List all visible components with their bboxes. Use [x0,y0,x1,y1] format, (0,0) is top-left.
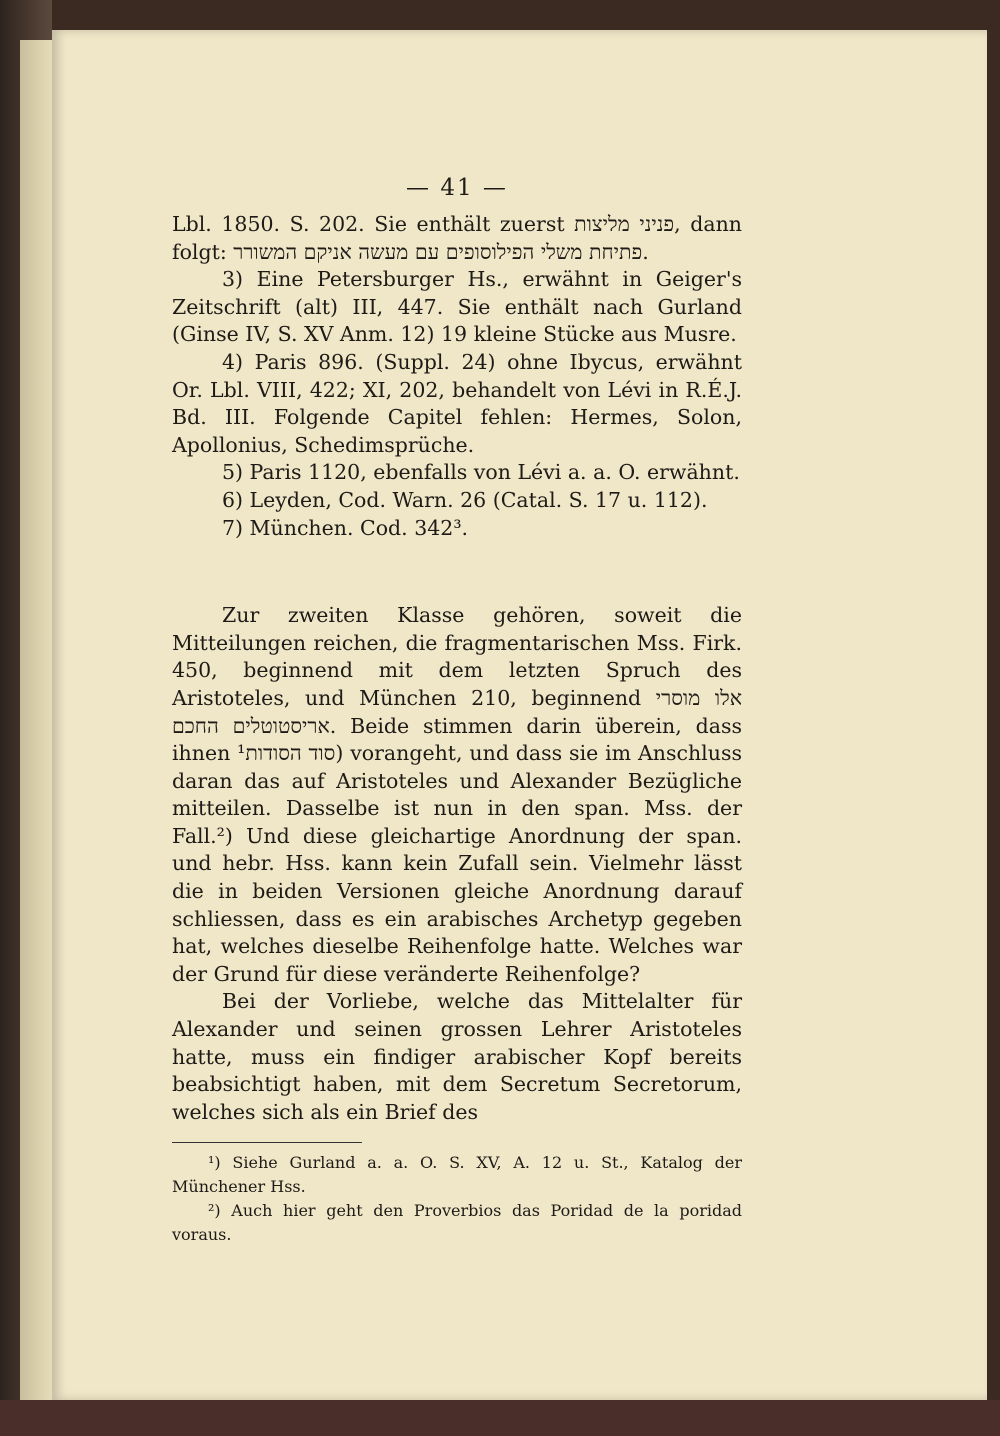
paragraph-continued: Lbl. 1850. S. 202. Sie enthält zuerst פניני מליצות, dann folgt: פתיחת משלי הפילוסופים עם מעשה אניקם המשורר. [172,212,742,264]
section-gap [172,542,742,602]
footnote-separator [172,1142,362,1143]
list-item-5: 5) Paris 1120, ebenfalls von Lévi a. a. O. erwähnt. [222,460,740,485]
page-content [172,175,742,1247]
paragraph-second-class: Zur zweiten Klasse gehören, soweit die Mitteilungen reichen, die fragmentarischen Mss. Firk. 450, beginnend mit dem letzten Spruch des Aristoteles, und München 210, beginnend אלו מוסרי אריסטוטלים החכם. Beide stimmen darin überein, dass ihnen סוד הסודות¹) vorangeht, und dass sie im Anschluss daran das auf Aristoteles und Alexander Bezügliche mitteilen. Dasselbe ist nun in den span. Mss. der Fall.²) Und diese gleichartige Anordnung der span. und hebr. Hss. kann kein Zufall sein. Vielmehr lässt die in beiden Versionen gleiche Anordnung darauf schliessen, dass es ein arabisches Archetyp gegeben hat, welches dieselbe Reihenfolge hatte. Welches war der Grund für diese veränderte Reihenfolge? [172,603,743,986]
list-item-6: 6) Leyden, Cod. Warn. 26 (Catal. S. 17 u. 112). [222,487,708,512]
book-cover-bottom [0,1400,1000,1436]
list-item-7: 7) München. Cod. 342³. [222,515,469,540]
paragraph-alexander: Bei der Vorliebe, welche das Mittelalter für Alexander und seinen grossen Lehrer Aristoteles hatte, muss ein findiger arabischer Kopf bereits beabsichtigt haben, mit dem Secretum Secretorum, welches sich als ein Brief des [172,989,742,1124]
footnotes [172,1151,742,1247]
previous-page-edge [20,40,52,1400]
footnote-2: ²) Auch hier geht den Proverbios das Poridad de la poridad voraus. [172,1201,742,1245]
footnote-1: ¹) Siehe Gurland a. a. O. S. XV, A. 12 u. St., Katalog der Münchener Hss. [172,1153,742,1197]
list-item-4: 4) Paris 896. (Suppl. 24) ohne Ibycus, erwähnt Or. Lbl. VIII, 422; XI, 202, behandelt von Lévi in R.É.J. Bd. III. Folgende Capitel fehlen: Hermes, Solon, Apollonius, Schedimsprüche. [172,349,742,457]
list-item-3: 3) Eine Petersburger Hs., erwähnt in Geiger's Zeitschrift (alt) III, 447. Sie enthält nach Gurland (Ginse IV, S. XV Anm. 12) 19 kleine Stücke aus Musre. [172,267,742,347]
page-number: — 41 — [406,175,508,201]
